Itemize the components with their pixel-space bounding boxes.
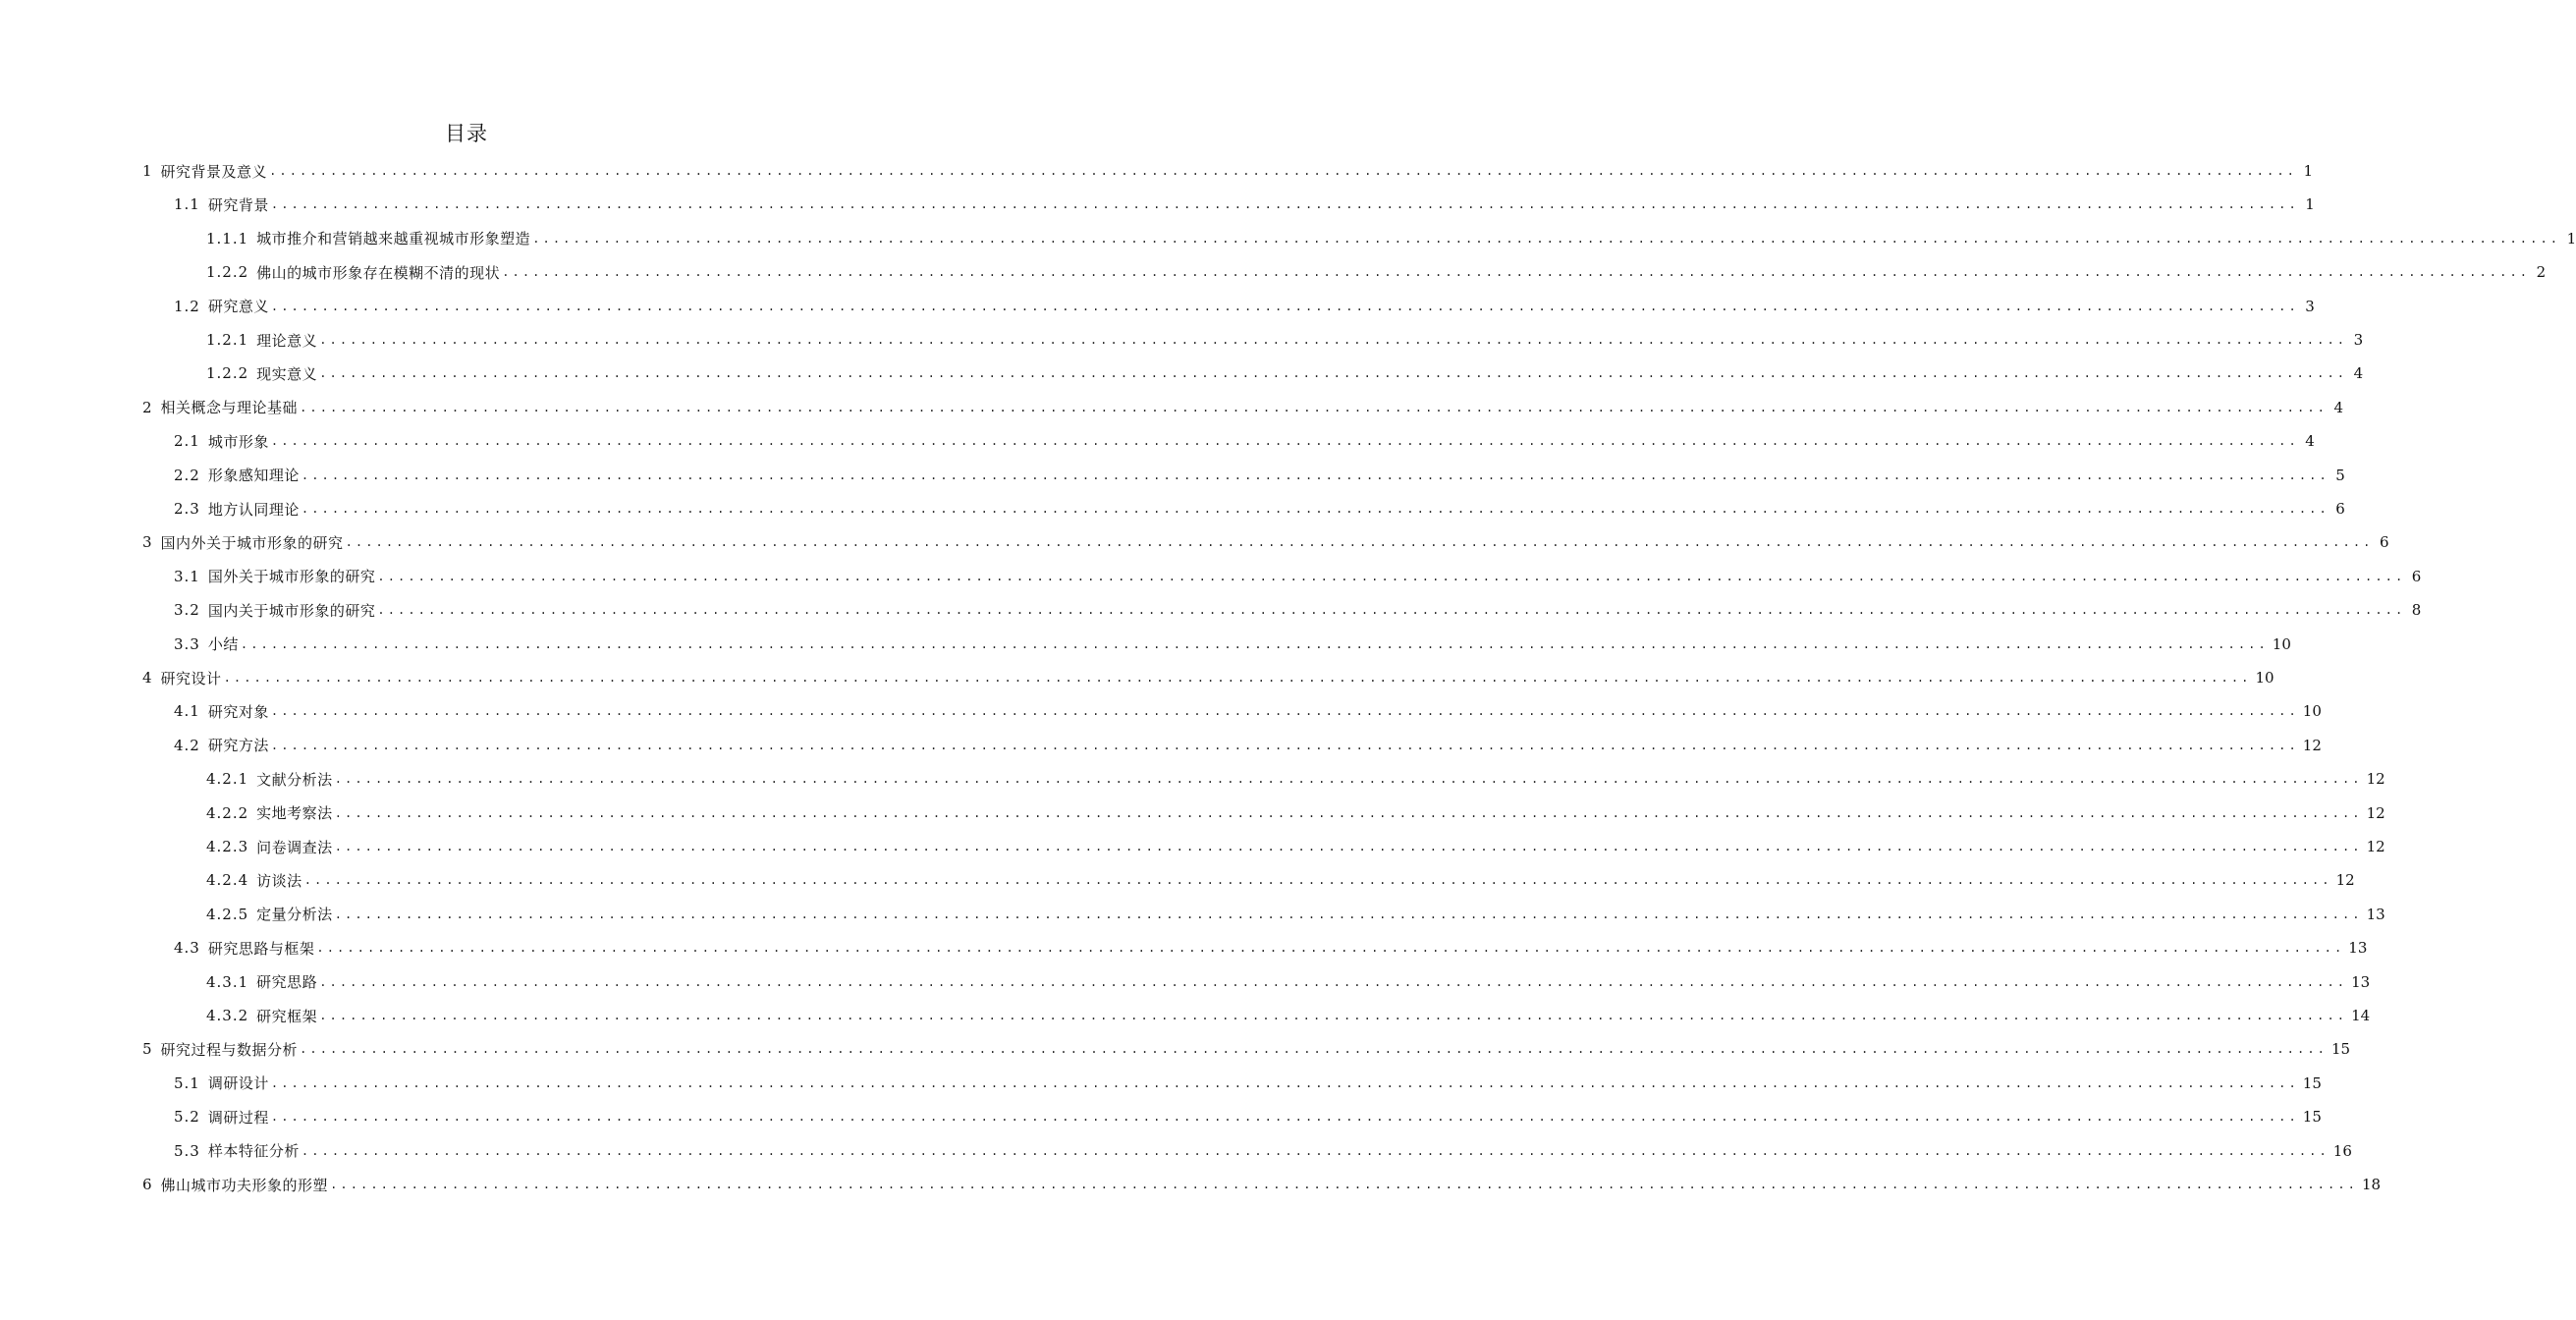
dot-leader: ........................................................................................................................................................................................................ <box>334 805 2363 820</box>
toc-entry-page-number: 15 <box>2330 1040 2351 1059</box>
toc-entry-page-number: 12 <box>2366 803 2385 822</box>
dot-leader: ........................................................................................................................................................................................................ <box>334 907 2363 921</box>
dot-leader: ........................................................................................................................................................................................................ <box>319 1009 2348 1022</box>
toc-entry[interactable] <box>174 290 2315 323</box>
toc-entry-text: 实地考察法 <box>256 804 333 823</box>
toc-entry-number: 4.3.1 <box>206 972 249 991</box>
toc-entry[interactable] <box>206 323 2364 357</box>
toc-entry-page-number: 15 <box>2302 1108 2322 1127</box>
toc-entry-text: 小结 <box>207 635 239 654</box>
toc-entry[interactable] <box>206 830 2385 863</box>
toc-entry-number: 3.3 <box>174 634 200 653</box>
dot-leader: ........................................................................................................................................................................................................ <box>270 299 2299 313</box>
toc-entry[interactable] <box>206 898 2385 931</box>
dot-leader: ........................................................................................................................................................................................................ <box>301 1143 2329 1158</box>
toc-entry-number: 4.3 <box>174 939 200 958</box>
dot-leader: ........................................................................................................................................................................................................ <box>301 468 2329 482</box>
toc-entry-text: 文献分析法 <box>256 770 333 789</box>
toc-entry-text: 调研设计 <box>207 1074 269 1093</box>
dot-leader: ........................................................................................................................................................................................................ <box>270 704 2299 719</box>
toc-entry-page-number: 18 <box>2361 1176 2382 1193</box>
toc-entry-page-number: 1 <box>2303 162 2313 180</box>
toc-entry-text: 调研过程 <box>207 1108 269 1127</box>
toc-entry[interactable] <box>174 1100 2322 1133</box>
toc-entry-number: 2.1 <box>174 432 200 451</box>
dot-leader: ........................................................................................................................................................................................................ <box>270 1110 2299 1125</box>
dot-leader: ........................................................................................................................................................................................................ <box>532 231 2561 246</box>
toc-entry-page-number: 4 <box>2353 364 2364 383</box>
toc-entry-text: 研究思路与框架 <box>207 939 315 958</box>
dot-leader: ........................................................................................................................................................................................................ <box>319 333 2348 347</box>
dot-leader: ........................................................................................................................................................................................................ <box>240 636 2269 651</box>
toc-entry-page-number: 13 <box>2348 939 2368 958</box>
toc-entry-page-number: 10 <box>2302 702 2322 721</box>
toc-entry-number: 4.2 <box>174 736 200 754</box>
toc-entry-text: 研究背景及意义 <box>160 162 268 181</box>
dot-leader: ........................................................................................................................................................................................................ <box>319 366 2348 381</box>
toc-entry[interactable] <box>142 1032 2351 1066</box>
toc-entry-text: 国内关于城市形象的研究 <box>207 601 376 620</box>
toc-entry-number: 4.3.2 <box>206 1007 249 1024</box>
toc-entry-number: 3.1 <box>174 567 200 585</box>
toc-entry-page-number: 3 <box>2353 331 2364 349</box>
toc-entry-page-number: 13 <box>2351 972 2371 991</box>
toc-entry-page-number: 12 <box>2335 871 2355 890</box>
toc-entry-page-number: 6 <box>2379 533 2389 552</box>
toc-entry-text: 理论意义 <box>256 331 318 350</box>
dot-leader: ........................................................................................................................................................................................................ <box>223 671 2252 685</box>
dot-leader: ........................................................................................................................................................................................................ <box>270 197 2299 212</box>
dot-leader: ........................................................................................................................................................................................................ <box>319 974 2348 989</box>
toc-entry-number: 2.3 <box>174 500 200 518</box>
toc-entry[interactable] <box>174 492 2345 525</box>
toc-entry-text: 问卷调查法 <box>256 838 333 856</box>
dot-leader: ........................................................................................................................................................................................................ <box>270 1075 2299 1090</box>
toc-entry-text: 形象感知理论 <box>207 467 300 485</box>
toc-entry[interactable] <box>206 357 2364 390</box>
toc-entry-text: 研究设计 <box>160 669 222 688</box>
toc-entry-number: 2 <box>142 398 153 416</box>
toc-entry[interactable] <box>206 255 2547 289</box>
toc-entry-page-number: 16 <box>2332 1141 2352 1160</box>
toc-entry-number: 1.1.1 <box>206 229 249 248</box>
toc-entry[interactable] <box>174 188 2315 221</box>
toc-entry[interactable] <box>206 999 2371 1032</box>
toc-entry[interactable] <box>206 762 2385 796</box>
toc-entry-text: 研究过程与数据分析 <box>160 1040 299 1059</box>
toc-entry-text: 研究框架 <box>256 1007 318 1025</box>
dot-leader: ........................................................................................................................................................................................................ <box>377 603 2406 618</box>
toc-entry-text: 现实意义 <box>256 364 318 383</box>
dot-leader: ........................................................................................................................................................................................................ <box>316 941 2345 956</box>
toc-entry-number: 4.2.2 <box>206 803 249 822</box>
toc-entry-number: 1.2.2 <box>206 263 249 282</box>
toc-entry-text: 佛山的城市形象存在模糊不清的现状 <box>256 263 501 282</box>
dot-leader: ........................................................................................................................................................................................................ <box>334 840 2363 853</box>
toc-entry-number: 4.2.5 <box>206 905 249 923</box>
toc-entry[interactable] <box>206 965 2371 999</box>
page-title: 目录 <box>445 122 488 145</box>
toc-entry-page-number: 8 <box>2411 601 2422 620</box>
toc-entry[interactable] <box>142 661 2275 694</box>
toc-entry-page-number: 4 <box>2305 432 2315 451</box>
toc-entry[interactable] <box>206 797 2385 830</box>
toc-entry-number: 1.1 <box>174 195 200 214</box>
dot-leader: ........................................................................................................................................................................................................ <box>345 535 2374 550</box>
dot-leader: ........................................................................................................................................................................................................ <box>502 265 2531 280</box>
toc-entry[interactable] <box>174 628 2291 661</box>
toc-entry-text: 定量分析法 <box>256 906 333 924</box>
toc-entry-number: 4.2.1 <box>206 770 249 789</box>
toc-entry-number: 6 <box>142 1176 153 1193</box>
toc-entry-page-number: 13 <box>2366 905 2385 923</box>
toc-entry-number: 1.2.2 <box>206 364 249 383</box>
toc-entry-text: 研究意义 <box>207 298 269 316</box>
toc-entry-number: 4.1 <box>174 702 200 721</box>
dot-leader: ........................................................................................................................................................................................................ <box>301 502 2329 516</box>
toc-entry[interactable] <box>142 1168 2382 1201</box>
toc-entry-page-number: 1 <box>2305 195 2315 214</box>
toc-entry-text: 研究方法 <box>207 737 269 755</box>
toc-entry-page-number: 5 <box>2335 466 2345 484</box>
toc-entry-page-number: 12 <box>2302 736 2322 754</box>
toc-entry-text: 访谈法 <box>256 871 302 890</box>
toc-entry-number: 5.3 <box>174 1141 200 1160</box>
dot-leader: ........................................................................................................................................................................................................ <box>334 772 2363 787</box>
toc-entry[interactable] <box>174 931 2368 964</box>
toc-entry[interactable] <box>174 1134 2352 1168</box>
toc-entry-text: 城市推介和营销越来越重视城市形象塑造 <box>256 230 531 248</box>
dot-leader: ........................................................................................................................................................................................................ <box>377 569 2406 583</box>
toc-entry-page-number: 2 <box>2536 263 2547 282</box>
toc-entry-text: 国外关于城市形象的研究 <box>207 568 376 586</box>
dot-leader: ........................................................................................................................................................................................................ <box>269 164 2297 178</box>
toc-entry-number: 5 <box>142 1040 153 1059</box>
toc-entry-page-number: 6 <box>2335 500 2345 518</box>
toc-entry-number: 4.2.4 <box>206 871 249 890</box>
toc-entry-number: 1.2 <box>174 297 200 315</box>
toc-entry-text: 国内外关于城市形象的研究 <box>160 533 344 552</box>
toc-entry-number: 1.2.1 <box>206 331 249 349</box>
toc-entry-number: 4.2.3 <box>206 838 249 855</box>
toc-entry-text: 地方认同理论 <box>207 500 300 519</box>
toc-entry[interactable] <box>174 560 2422 593</box>
toc-entry[interactable] <box>174 694 2322 728</box>
toc-entry-page-number: 4 <box>2333 398 2343 416</box>
toc-entry-text: 研究对象 <box>207 702 269 721</box>
toc-entry-number: 5.2 <box>174 1108 200 1127</box>
toc-entry[interactable] <box>142 154 2313 188</box>
toc-entry-page-number: 15 <box>2302 1073 2322 1092</box>
dot-leader: ........................................................................................................................................................................................................ <box>300 1042 2328 1057</box>
toc-entry-number: 3 <box>142 533 153 552</box>
dot-leader: ........................................................................................................................................................................................................ <box>270 738 2299 752</box>
toc-entry[interactable] <box>174 593 2422 627</box>
toc-entry[interactable] <box>174 424 2315 458</box>
toc-entry-page-number: 1 <box>2566 229 2576 248</box>
toc-entry-text: 研究背景 <box>207 195 269 214</box>
dot-leader: ........................................................................................................................................................................................................ <box>270 434 2299 449</box>
toc-entry[interactable] <box>206 863 2355 897</box>
toc-entry-number: 5.1 <box>174 1073 200 1092</box>
toc-entry[interactable] <box>174 1067 2322 1100</box>
toc-entry-text: 佛山城市功夫形象的形塑 <box>160 1176 329 1194</box>
dot-leader: ........................................................................................................................................................................................................ <box>330 1178 2358 1191</box>
toc-entry[interactable] <box>174 729 2322 762</box>
toc-entry[interactable] <box>174 459 2345 492</box>
toc-entry[interactable] <box>142 391 2343 424</box>
toc-entry-text: 研究思路 <box>256 973 318 992</box>
toc-entry-page-number: 14 <box>2351 1007 2371 1024</box>
toc-entry-text: 相关概念与理论基础 <box>160 399 299 417</box>
toc-entry[interactable] <box>142 525 2389 559</box>
dot-leader: ........................................................................................................................................................................................................ <box>300 400 2328 414</box>
toc-entry-page-number: 10 <box>2272 634 2291 653</box>
toc-entry-number: 1 <box>142 162 153 180</box>
toc-entry-number: 2.2 <box>174 466 200 484</box>
toc-entry[interactable] <box>206 222 2576 255</box>
toc-entry-text: 样本特征分析 <box>207 1142 300 1161</box>
toc-entry-number: 3.2 <box>174 601 200 620</box>
toc-entry-text: 城市形象 <box>207 432 269 451</box>
toc-entry-page-number: 6 <box>2411 567 2422 585</box>
toc-entry-page-number: 10 <box>2255 669 2275 687</box>
toc-entry-page-number: 12 <box>2366 770 2385 789</box>
dot-leader: ........................................................................................................................................................................................................ <box>303 873 2332 888</box>
toc-entry-page-number: 12 <box>2366 838 2385 855</box>
toc-entry-number: 4 <box>142 669 153 687</box>
toc-entry-page-number: 3 <box>2305 297 2315 315</box>
